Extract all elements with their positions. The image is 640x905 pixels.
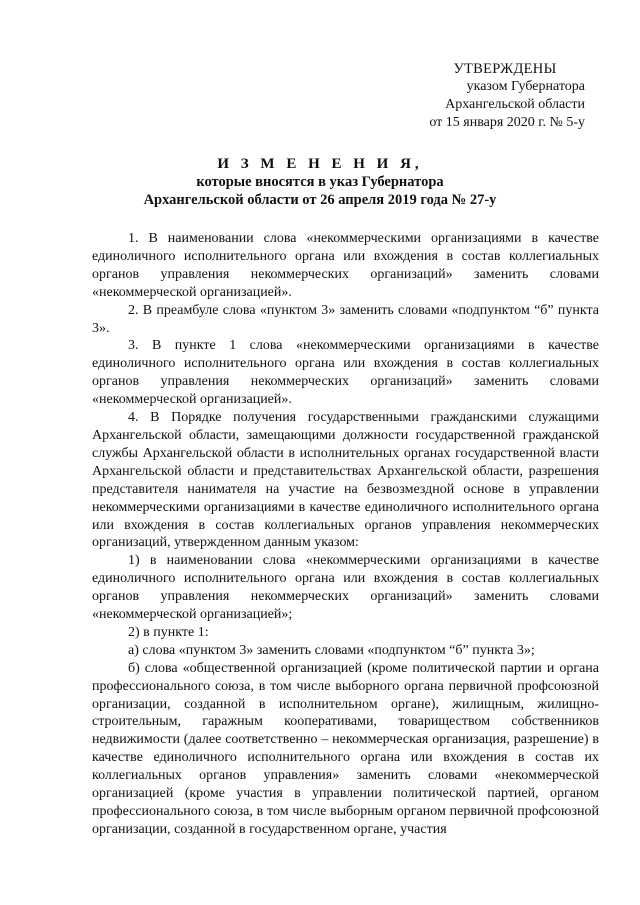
paragraph-2: 2. В преамбуле слова «пунктом 3» заменить словами «подпунктом “б” пункта 3».: [92, 302, 599, 336]
paragraph-4: 4. В Порядке получения государственными гражданскими служащими Архангельской области, замещающими должности государственной гражданской службы Архангельской области в исполнительных органах государственной власти Архангельской области и представительствах Архангельской области, разрешения представителя нанимателя на участие на безвозмездной основе в управлении некоммерческими организациями в качестве единоличного исполнительного органа или вхождения в состав коллегиальных органов управления некоммерческих организаций, утвержденном данным указом:: [92, 410, 599, 551]
title-subline-1: которые вносятся в указ Губернатора: [196, 174, 444, 190]
subitem-4-2: 2) в пункте 1:: [128, 624, 209, 640]
approval-authority: указом Губернатора: [466, 79, 585, 94]
paragraph-3: 3. В пункте 1 слова «некоммерческими организациями в качестве единоличного исполнительного органа или вхождения в состав коллегиальных органов управления некоммерческих организаций» заменить словами «некоммерческой организацией».: [92, 338, 599, 408]
document-body: [92, 230, 599, 839]
subitem-4-2-b: б) слова «общественной организацией (кроме политической партии и органа профессионального союза, в том числе выборного органа первичной профсоюзной организации, созданной в исполнительном органе), жилищным, жилищно-строительным, гаражным кооперативами, товариществом собственников недвижимости (далее соответственно – некоммерческая организация, разрешение) в качестве единоличного исполнительного органа или вхождения в состав их коллегиальных органов управления» заменить словами «некоммерческой организацией (кроме участия в управлении политической партией, органом профессионального союза, в том числе выборным органом первичной профсоюзной организации, созданной в государственном органе, участия: [92, 660, 599, 837]
subitem-4-2-a: а) слова «пунктом 3» заменить словами «подпунктом “б” пункта 3»;: [128, 642, 535, 658]
approval-stamp: [395, 60, 585, 132]
approval-date: от 15 января 2020 г. № 5-у: [429, 115, 585, 130]
approval-region: Архангельской области: [445, 97, 585, 112]
title-subline-2: Архангельской области от 26 апреля 2019 года № 27-у: [143, 192, 497, 208]
paragraph-1: 1. В наименовании слова «некоммерческими организациями в качестве единоличного исполнительного органа или вхождения в состав коллегиальных органов управления некоммерческих организаций» заменить словами «некоммерческой организацией».: [92, 231, 599, 300]
subitem-4-1: 1) в наименовании слова «некоммерческими организациями в качестве единоличного исполнительного органа или вхождения в состав коллегиальных органов управления некоммерческих организаций» заменить словами «некоммерческой организацией»;: [92, 553, 599, 623]
approval-heading: УТВЕРЖДЕНЫ: [453, 61, 557, 77]
document-title: [80, 155, 560, 209]
title-heading: И З М Е Н Е Н И Я,: [217, 156, 423, 172]
